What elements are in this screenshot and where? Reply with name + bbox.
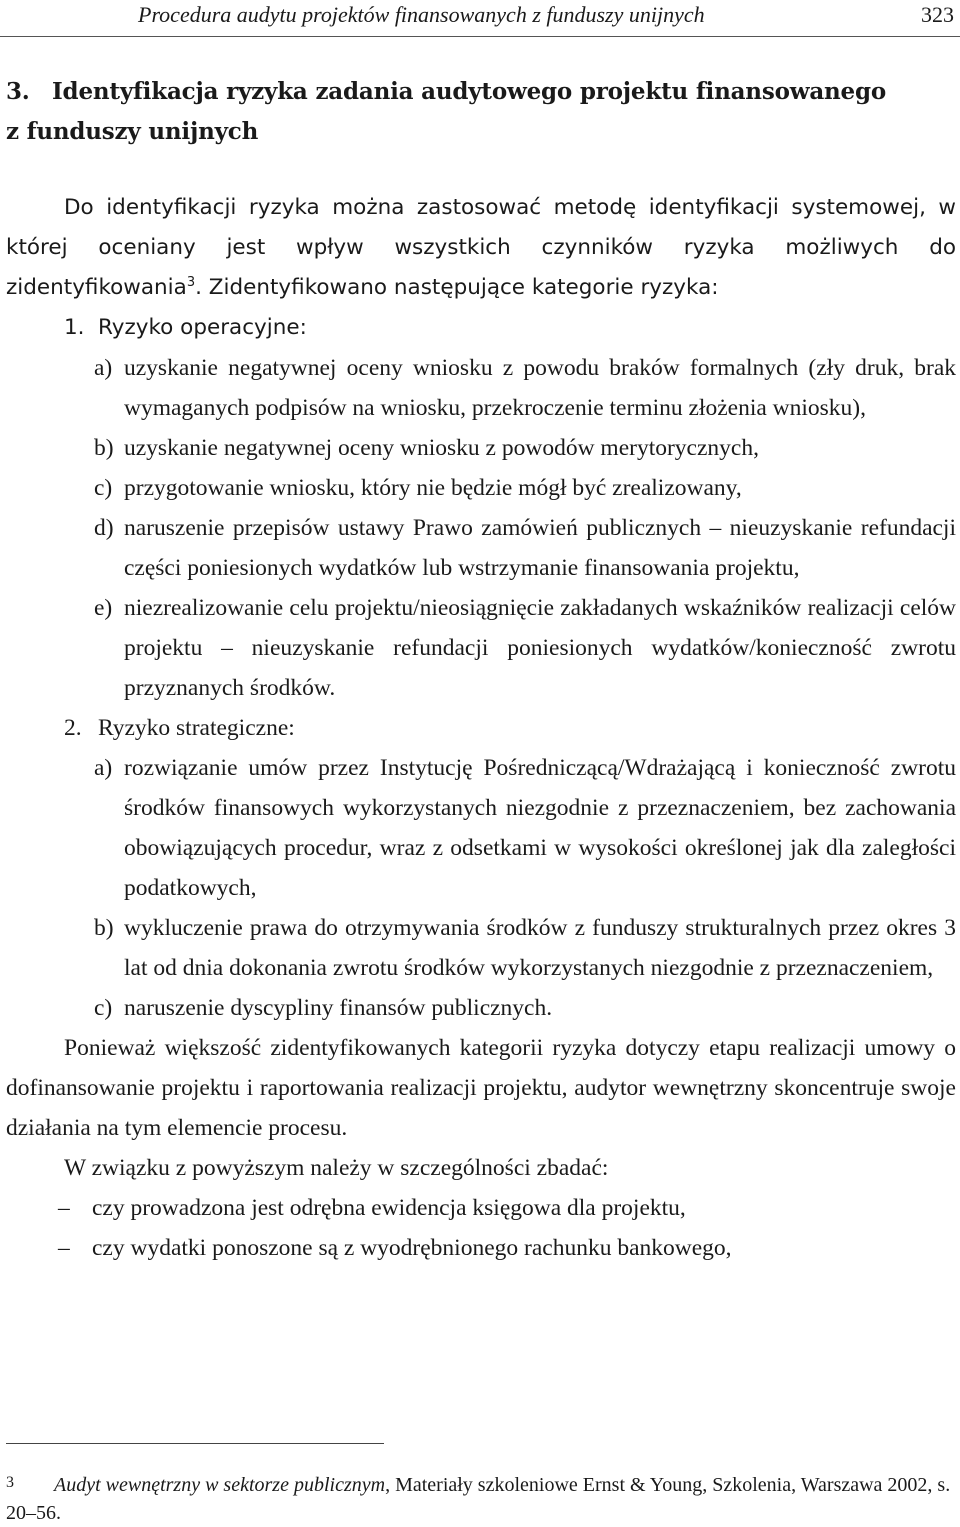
footnote-separator [6,1443,384,1444]
list-item-label: d) [94,515,114,541]
dash-bullet: – [58,1195,70,1221]
footnote [6,1469,956,1527]
dash-list-item [6,1228,956,1268]
risk-category-number: 1. [64,315,85,340]
list-item [6,348,956,428]
list-item [6,588,956,708]
footnote-number: 3 [6,1474,14,1491]
list-item [6,468,956,508]
dash-list-item [6,1188,956,1228]
list-item-text: przygotowanie wniosku, który nie będzie mógł być zrealizowany, [124,475,742,501]
list-item-label: b) [94,435,114,461]
risk-category-title: Ryzyko strategiczne: [98,715,295,741]
examine-paragraph: W związku z powyższym należy w szczególności zbadać: [64,1155,609,1181]
list-item [6,988,956,1028]
list-item-text: uzyskanie negatywnej oceny wniosku z powodu braków formalnych (zły druk, brak wymaganych podpisów na wniosku, przekroczenie terminu złożenia wniosku), [124,355,956,421]
list-item-label: a) [94,755,113,781]
intro-text: Do identyfikacji ryzyka można zastosować metodę identyfikacji systemowej, w której oceniany jest wpływ wszystkich czynników ryzyka możliwych do zidentyfikowania [6,195,956,300]
list-item [6,748,956,908]
list-item [6,508,956,588]
list-item-label: e) [94,595,113,621]
dash-bullet: – [58,1235,70,1261]
intro-paragraph [6,188,956,308]
list-item-label: a) [94,355,113,381]
list-item-text: rozwiązanie umów przez Instytucję Pośredniczącą/Wdrażającą i konieczność zwrotu środków finansowych wykorzystanych niezgodnie z przeznaczeniem, bez zachowania obowiązujących procedur, wraz z odsetkami w wysokości określonej jak dla zaległości podatkowych, [124,755,956,901]
list-item-text: uzyskanie negatywnej oceny wniosku z powodów merytorycznych, [124,435,759,461]
section-title-line2: z funduszy unijnych [6,118,259,145]
concentration-paragraph: Ponieważ większość zidentyfikowanych kategorii ryzyka dotyczy etapu realizacji umowy o dofinansowanie projektu i raportowania realizacji projektu, audytor wewnętrzny skoncentruje swoje działania na tym elemencie procesu. [6,1035,956,1141]
footnote-title: Audyt wewnętrzny w sektorze publicznym [54,1474,386,1496]
footnote-ref: 3 [186,274,196,290]
running-header [0,0,960,37]
risk-category-number: 2. [64,715,82,741]
list-item [6,428,956,468]
list-item-label: c) [94,475,113,501]
list-item-label: b) [94,915,114,941]
risk-category-strategic [6,708,956,748]
list-item-text: naruszenie przepisów ustawy Prawo zamówień publicznych – nieuzyskanie refundacji części poniesionych wydatków lub wstrzymanie finansowania projektu, [124,515,956,581]
footnote-text: , Materiały szkoleniowe Ernst & Young, Szkolenia, Warszawa 2002, s. 20–56. [6,1474,951,1524]
section-number: 3. [6,78,30,105]
dash-item-text: czy prowadzona jest odrębna ewidencja księgowa dla projektu, [92,1195,686,1221]
page-number: 323 [921,2,954,27]
body-text [6,188,956,1268]
section-heading [6,72,946,152]
running-title: Procedura audytu projektów finansowanych z funduszy unijnych [138,2,705,27]
risk-category-operational [6,308,956,348]
section-title-line1: Identyfikacja ryzyka zadania audytowego projektu finansowanego [52,78,886,105]
list-item-text: naruszenie dyscypliny finansów publicznych. [124,995,553,1021]
intro-text-end: . Zidentyfikowano następujące kategorie ryzyka: [195,275,719,300]
list-item-text: wykluczenie prawa do otrzymywania środków z funduszy strukturalnych przez okres 3 lat od dnia dokonania zwrotu środków wykorzystanych niezgodnie z przeznaczeniem, [124,915,956,981]
risk-category-title: Ryzyko operacyjne: [98,315,307,340]
list-item-label: c) [94,995,113,1021]
dash-item-text: czy wydatki ponoszone są z wyodrębnionego rachunku bankowego, [92,1235,732,1261]
list-item [6,908,956,988]
list-item-text: niezrealizowanie celu projektu/nieosiągnięcie zakładanych wskaźników realizacji celów projektu – nieuzyskanie refundacji poniesionych wydatków/konieczność zwrotu przyznanych środków. [124,595,956,701]
